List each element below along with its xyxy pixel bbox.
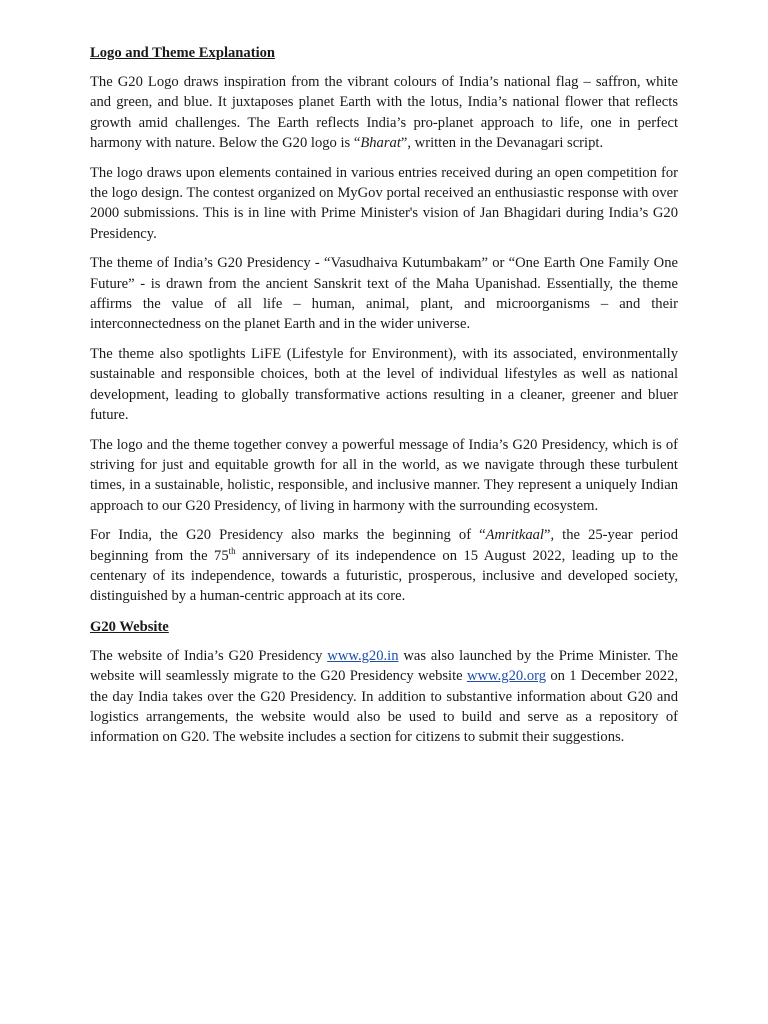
paragraph-theme: The theme of India’s G20 Presidency - “Vasudhaiva Kutumbakam” or “One Earth One Family One Future” - is drawn from the ancient Sanskrit text of the Maha Upanishad. Essentially, the theme affirms the value of all life – human, animal, plant, and microorganisms – and their interconnectedness on the planet Earth and in the wider universe. bbox=[90, 255, 678, 333]
paragraph-amritkaal bbox=[90, 525, 678, 607]
paragraph-logo-inspiration bbox=[90, 72, 678, 154]
paragraph-text: anniversary of its independence on 15 August 2022, leading up to the centenary of its independence, towards a futuristic, prosperous, inclusive and developed society, distinguished by a human-centric approach at its core. bbox=[90, 547, 678, 605]
paragraph-text: For India, the G20 Presidency also marks the beginning of “ bbox=[90, 527, 486, 544]
paragraph-text: was also launched by the Prime Minister. The website will seamlessly migrate to the G20 Presidency website bbox=[90, 647, 678, 685]
link-g20-in[interactable]: www.g20.in bbox=[327, 647, 399, 664]
paragraph-text: on 1 December 2022, the day India takes over the G20 Presidency. In addition to substantive information about G20 and logistics arrangements, the website would also be used to build and serve as a repository of information on G20. The website includes a section for citizens to submit their suggestions. bbox=[90, 668, 679, 746]
paragraph-text: ”, written in the Devanagari script. bbox=[400, 135, 604, 152]
paragraph-logo-competition: The logo draws upon elements contained in various entries received during an open competition for the logo design. The contest organized on MyGov portal received an enthusiastic response with over 2000 submissions. This is in line with Prime Minister's vision of Jan Bhagidari during India’s G20 Presidency. bbox=[90, 164, 678, 242]
superscript-th: th bbox=[228, 545, 236, 556]
document-page bbox=[90, 42, 678, 757]
italic-term-bharat: Bharat bbox=[360, 135, 401, 152]
paragraph-message: The logo and the theme together convey a powerful message of India’s G20 Presidency, which is of striving for just and equitable growth for all in the world, as we navigate through these turbulent times, in a sustainable, holistic, responsible, and inclusive manner. They represent a uniquely Indian approach to our G20 Presidency, of living in harmony with the surrounding ecosystem. bbox=[90, 436, 678, 514]
link-g20-org[interactable]: www.g20.org bbox=[466, 668, 547, 685]
paragraph-text: The website of India’s G20 Presidency bbox=[90, 647, 328, 664]
paragraph-life: The theme also spotlights LiFE (Lifestyle for Environment), with its associated, environmentally sustainable and responsible choices, both at the level of individual lifestyles as well as national development, leading to globally transformative actions resulting in a cleaner, greener and bluer future. bbox=[90, 345, 678, 424]
paragraph-text: The G20 Logo draws inspiration from the vibrant colours of India’s national flag – saffron, white and green, and blue. It juxtaposes planet Earth with the lotus, India’s national flower that reflects growth amid challenges. The Earth reflects India’s pro-planet approach to life, one in perfect harmony with nature. Below the G20 logo is “ bbox=[90, 74, 678, 152]
section-heading-website: G20 Website bbox=[90, 618, 169, 635]
italic-term-amritkaal: Amritkaal bbox=[485, 527, 544, 544]
paragraph-website bbox=[90, 646, 678, 748]
paragraph-text: ”, the 25-year period beginning from the 75 bbox=[90, 527, 678, 564]
section-heading-logo-theme: Logo and Theme Explanation bbox=[90, 45, 276, 61]
